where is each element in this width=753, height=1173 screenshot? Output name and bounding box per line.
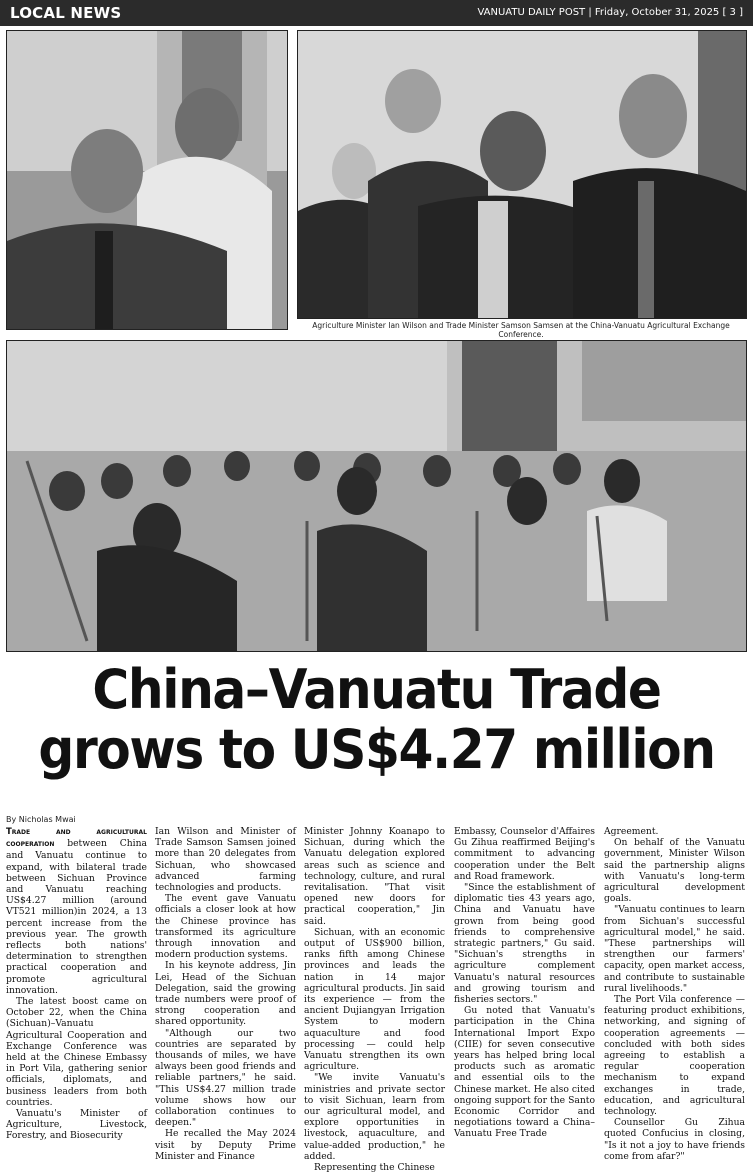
article-paragraph: The Port Vila conference — featuring product exhibitions, networking, and signing of cooperation agreements — concluded with both sides agreeing to establish a regular cooperation mechanism to expand exchanges in trade, education, and agricultural technology. bbox=[604, 994, 745, 1118]
article-paragraph: He recalled the May 2024 visit by Deputy Prime Minister and Finance bbox=[155, 1128, 296, 1162]
article-paragraph: On behalf of the Vanuatu government, Minister Wilson said the partnership aligns with Vanuatu's long-term agricultural development goals. bbox=[604, 837, 745, 905]
article-paragraph: Ian Wilson and Minister of Trade Samson Samsen joined more than 20 delegates from Sichuan, who showcased advanced farming technologies and products. bbox=[155, 826, 296, 894]
article-paragraph: Representing the Chinese bbox=[314, 1162, 435, 1173]
byline: By Nicholas Mwai bbox=[6, 815, 76, 824]
article-column-3 bbox=[304, 826, 445, 1173]
section-label-local: LOCAL bbox=[10, 4, 65, 22]
headline-line-1: China–Vanuatu Trade bbox=[92, 658, 661, 721]
article-column-4 bbox=[454, 826, 595, 1140]
article-paragraph: Embassy, Counselor d'Affaires Gu Zihua reaffirmed Beijing's commitment to advancing cooperation under the Belt and Road framework. bbox=[454, 826, 595, 882]
headline-line-2: grows to US$4.27 million bbox=[38, 718, 715, 781]
article-paragraph bbox=[6, 826, 147, 996]
page-header bbox=[0, 0, 753, 26]
article-paragraph: "Since the establishment of diplomatic ties 43 years ago, China and Vanuatu have grown from being good friends to comprehensive strategic partners," Gu said. "Sichuan's strengths in agriculture complement Vanuatu's natural resources and growing tourism and fisheries sectors." bbox=[454, 882, 595, 1006]
article-paragraph: Counsellor Gu Zihua quoted Confucius in closing, "Is it not a joy to have friends come from afar?" bbox=[604, 1117, 745, 1162]
dateline: VANUATU DAILY POST | Friday, October 31, 2025 [ 3 ] bbox=[477, 7, 743, 18]
section-label bbox=[10, 4, 121, 22]
article-paragraph: Minister Johnny Koanapo to Sichuan, during which the Vanuatu delegation explored areas such as science and technology, culture, and rural revitalisation. "That visit opened new doors for practical cooperation," Jin said. bbox=[304, 826, 445, 927]
article-paragraph: The latest boost came on October 22, when the China (Sichuan)–Vanuatu Agricultural Cooperation and Exchange Conference was held at the Chinese Embassy in Port Vila, gathering senior officials, diplomats, and business leaders from both countries. bbox=[6, 996, 147, 1108]
photo-officials-group-image bbox=[298, 31, 746, 318]
article-column-1 bbox=[6, 826, 147, 1142]
article-paragraph-text: between China and Vanuatu continue to expand, with bilateral trade between Sichuan Province and Vanuatu reaching US$4.27 million (around VT521 million)in 2024, a 13 percent increase from the previous year. The growth reflects both nations' determination to strengthen practical cooperation and promote agricultural innovation. bbox=[6, 838, 147, 996]
photo-ministers-talking-image bbox=[7, 31, 287, 329]
article-paragraph: "Although our two countries are separated by thousands of miles, we have always been good friends and reliable partners," he said. "This US$4.27 million trade volume shows how our collaboration continues to deepen." bbox=[155, 1027, 296, 1129]
headline bbox=[26, 660, 726, 780]
article-paragraph: In his keynote address, Jin Lei, Head of the Sichuan Delegation, said the growing trade numbers were proof of strong cooperation and shared opportunity. bbox=[155, 960, 296, 1028]
article-column-5 bbox=[604, 826, 745, 1162]
article-column-2 bbox=[155, 826, 296, 1162]
section-label-news: NEWS bbox=[70, 4, 122, 22]
article-paragraph: Gu noted that Vanuatu's participation in the China International Import Expo (CIIE) for seven consecutive years has helped bring local products such as aromatic and essential oils to the Chinese market. He also cited ongoing support for the Santo Economic Corridor and negotiations toward a China–Vanuatu Free Trade bbox=[454, 1005, 595, 1140]
lead-in: Trade and agricultural cooperation bbox=[6, 827, 147, 850]
photo-conference-audience-image bbox=[7, 341, 746, 651]
article-paragraph: "We invite Vanuatu's ministries and private sector to visit Sichuan, learn from our agricultural model, and explore opportunities in livestock, aquaculture, and value-added production," he added. bbox=[304, 1072, 445, 1162]
article-paragraph: Vanuatu's Minister of Agriculture, Livestock, Forestry, and Biosecurity bbox=[6, 1108, 147, 1142]
photo-conference-audience bbox=[6, 340, 747, 652]
photo-ministers-talking bbox=[6, 30, 288, 330]
article-paragraph: "Vanuatu continues to learn from Sichuan's successful agricultural model," he said. "These partnerships will strengthen our farmers' capacity, open market access, and contribute to sustainable rural livelihoods." bbox=[604, 904, 745, 994]
article-paragraph: Agreement. bbox=[604, 826, 659, 837]
photo-officials-group bbox=[297, 30, 747, 319]
article-paragraph: Sichuan, with an economic output of US$900 billion, ranks fifth among Chinese provinces and leads the nation in 14 major agricultural products. Jin said its experience — from the ancient Dujiangyan Irrigation System to modern aquaculture and food processing — could help Vanuatu strengthen its own agriculture. bbox=[304, 926, 445, 1073]
article-paragraph: The event gave Vanuatu officials a closer look at how the Chinese province has transformed its agriculture through innovation and modern production systems. bbox=[155, 893, 296, 961]
photo-caption: Agriculture Minister Ian Wilson and Trade Minister Samson Samsen at the China-Vanuatu Agricultural Exchange Conference. bbox=[312, 321, 730, 339]
